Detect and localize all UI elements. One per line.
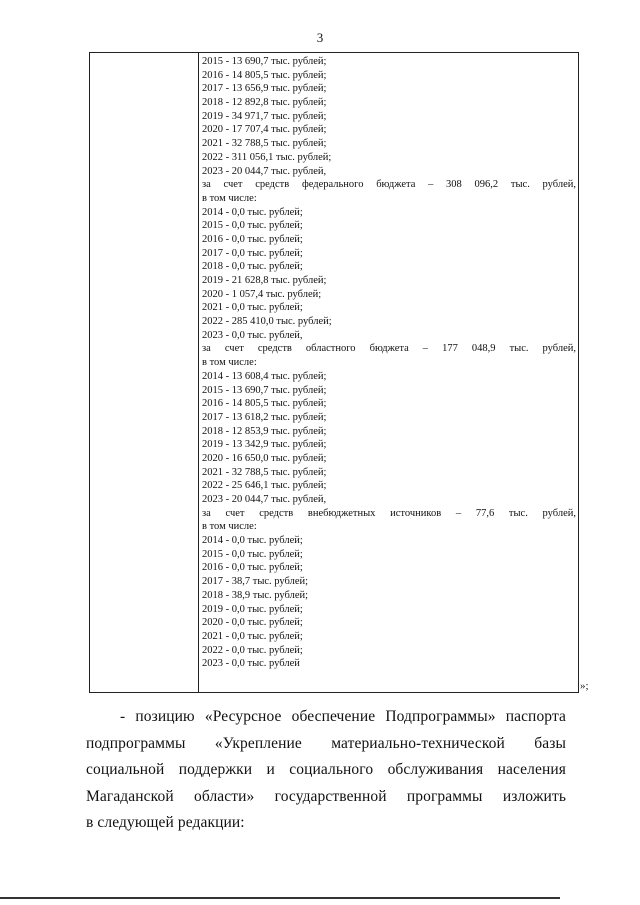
table-line: 2016 - 0,0 тыс. рублей; [202,233,303,245]
table-line: 2023 - 20 044,7 тыс. рублей, [202,165,327,177]
table-column-divider [198,52,199,693]
table-line: 2019 - 13 342,9 тыс. рублей; [202,439,327,451]
table-line: 2023 - 0,0 тыс. рублей, [202,329,303,341]
table-line: 2022 - 285 410,0 тыс. рублей; [202,316,332,328]
table-line: 2014 - 0,0 тыс. рублей; [202,535,303,547]
table-line: 2016 - 0,0 тыс. рублей; [202,562,303,574]
table-line: за счет средств областного бюджета – 177 048,9 тыс. рублей, [202,343,576,355]
table-line: 2018 - 0,0 тыс. рублей; [202,261,303,273]
paragraph-line: подпрограммы «Укрепление материально-технической базы [86,734,566,752]
table-line: 2023 - 20 044,7 тыс. рублей, [202,494,327,505]
table-line: 2020 - 0,0 тыс. рублей; [202,617,303,629]
table-line: 2017 - 0,0 тыс. рублей; [202,247,303,259]
table-line: 2022 - 311 056,1 тыс. рублей; [202,151,332,163]
table-line: 2020 - 17 707,4 тыс. рублей; [202,124,327,136]
table-line: 2020 - 16 650,0 тыс. рублей; [202,452,327,464]
table-line: 2021 - 0,0 тыс. рублей; [202,302,303,314]
footer-rule [0,897,560,899]
table-line: в том числе: [202,521,257,533]
table-line: за счет средств внебюджетных источников – 77,6 тыс. рублей, [202,507,576,519]
table-line: 2019 - 21 628,8 тыс. рублей; [202,275,327,286]
table-line: в том числе: [202,357,257,369]
table-line: 2016 - 14 805,5 тыс. рублей; [202,69,327,81]
table-line: 2019 - 34 971,7 тыс. рублей; [202,110,327,122]
paragraph-line: Магаданской области» государственной программы изложить [86,787,566,805]
table-line: за счет средств федерального бюджета – 308 096,2 тыс. рублей, [202,179,576,191]
table-line: 2017 - 13 656,9 тыс. рублей; [202,83,327,95]
page-number: 3 [316,30,324,45]
table-line: 2014 - 13 608,4 тыс. рублей; [202,370,327,382]
table-line: 2018 - 12 892,8 тыс. рублей; [202,97,327,109]
paragraph-line: в следующей редакции: [86,814,245,831]
paragraph-line: - позицию «Ресурсное обеспечение Подпрограммы» паспорта [120,708,566,725]
table-line: 2021 - 0,0 тыс. рублей; [202,630,303,642]
paragraph-line: социальной поддержки и социального обслуживания населения [86,761,566,778]
table-line: 2015 - 13 690,7 тыс. рублей; [202,384,327,396]
table-line: 2015 - 0,0 тыс. рублей; [202,220,303,232]
table-line: 2015 - 13 690,7 тыс. рублей; [202,56,327,67]
table-value-cell [202,55,576,671]
table-line: 2022 - 0,0 тыс. рублей; [202,644,303,656]
table-line: в том числе: [202,192,257,204]
table-line: 2017 - 13 618,2 тыс. рублей; [202,411,327,423]
table-line: 2019 - 0,0 тыс. рублей; [202,603,303,615]
table-line: 2021 - 32 788,5 тыс. рублей; [202,466,327,478]
table-line: 2021 - 32 788,5 тыс. рублей; [202,138,327,150]
table-line: 2014 - 0,0 тыс. рублей; [202,206,303,218]
instruction-paragraph [86,704,566,837]
table-line: 2022 - 25 646,1 тыс. рублей; [202,480,327,492]
table-line: 2017 - 38,7 тыс. рублей; [202,576,309,588]
table-line: 2018 - 12 853,9 тыс. рублей; [202,425,327,437]
table-line: 2016 - 14 805,5 тыс. рублей; [202,398,327,410]
table-line: 2018 - 38,9 тыс. рублей; [202,589,309,601]
table-line: 2015 - 0,0 тыс. рублей; [202,548,303,560]
table-line: 2020 - 1 057,4 тыс. рублей; [202,288,322,300]
table-line: 2023 - 0,0 тыс. рублей [202,658,300,670]
closing-quote-mark: »; [580,680,589,692]
